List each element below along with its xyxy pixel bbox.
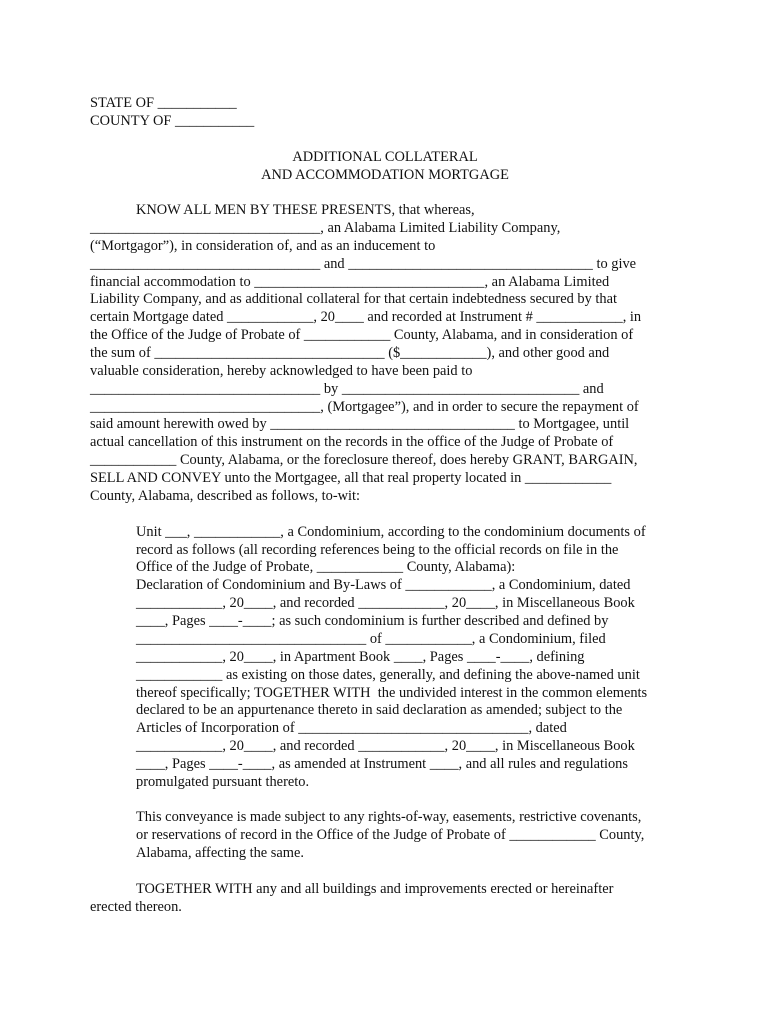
paragraph-line: ________________________________ of ____________, a Condominium, filed bbox=[136, 631, 606, 647]
document-title-line-1: ADDITIONAL COLLATERAL bbox=[292, 149, 478, 165]
paragraph-line: ________________________________, (Mortgagee”), and in order to secure the repayment of bbox=[90, 399, 639, 415]
paragraph-line: actual cancellation of this instrument on the records in the office of the Judge of Probate of bbox=[90, 434, 614, 450]
paragraph-line: KNOW ALL MEN BY THESE PRESENTS, that whereas, bbox=[136, 202, 475, 218]
paragraph-line: promulgated pursuant thereto. bbox=[136, 774, 310, 790]
paragraph-line: ____________ County, Alabama, or the foreclosure thereof, does hereby GRANT, BARGAIN, bbox=[90, 452, 638, 468]
paragraph-line: ________________________________ and __________________________________ to give bbox=[90, 256, 637, 272]
paragraph-line: ____, Pages ____-____; as such condominium is further described and defined by bbox=[136, 613, 609, 629]
paragraph-line: TOGETHER WITH any and all buildings and improvements erected or hereinafter bbox=[136, 881, 614, 897]
paragraph-line: Office of the Judge of Probate, ____________ County, Alabama): bbox=[136, 559, 516, 575]
paragraph-line: Declaration of Condominium and By-Laws of ____________, a Condominium, dated bbox=[136, 577, 631, 593]
state-line: STATE OF ___________ bbox=[90, 95, 237, 111]
paragraph-line: ____________, 20____, in Apartment Book ____, Pages ____-____, defining bbox=[136, 649, 585, 665]
document-title-line-2: AND ACCOMMODATION MORTGAGE bbox=[261, 167, 509, 183]
paragraph-line: SELL AND CONVEY unto the Mortgagee, all that real property located in ____________ bbox=[90, 470, 612, 486]
paragraph-line: thereof specifically; TOGETHER WITH the undivided interest in the common elements bbox=[136, 685, 648, 701]
paragraph-line: or reservations of record in the Office of the Judge of Probate of ____________ County, bbox=[136, 827, 645, 843]
paragraph-line: ____________, 20____, and recorded ____________, 20____, in Miscellaneous Book bbox=[136, 595, 635, 611]
paragraph-line: Alabama, affecting the same. bbox=[136, 845, 304, 861]
paragraph-line: ____, Pages ____-____, as amended at Instrument ____, and all rules and regulations bbox=[136, 756, 628, 772]
paragraph-line: the sum of ________________________________ ($____________), and other good and bbox=[90, 345, 610, 361]
paragraph-line: Liability Company, and as additional collateral for that certain indebtedness secured by that bbox=[90, 291, 617, 307]
paragraph-line: said amount herewith owed by __________________________________ to Mortgagee, until bbox=[90, 416, 630, 432]
paragraph-line: ____________ as existing on those dates, generally, and defining the above-named unit bbox=[136, 667, 640, 683]
paragraph-line: declared to be an appurtenance thereto in said declaration as amended; subject to the bbox=[136, 702, 623, 718]
paragraph-line: record as follows (all recording references being to the official records on file in the bbox=[136, 542, 619, 558]
paragraph-line: financial accommodation to ________________________________, an Alabama Limited bbox=[90, 274, 610, 290]
paragraph-line: ____________, 20____, and recorded ____________, 20____, in Miscellaneous Book bbox=[136, 738, 635, 754]
paragraph-line: ________________________________, an Alabama Limited Liability Company, bbox=[90, 220, 561, 236]
paragraph-line: certain Mortgage dated ____________, 20____ and recorded at Instrument # ____________, in bbox=[90, 309, 642, 325]
paragraph-line: County, Alabama, described as follows, to-wit: bbox=[90, 488, 361, 504]
paragraph-line: valuable consideration, hereby acknowledged to have been paid to bbox=[90, 363, 473, 379]
paragraph-line: Unit ___, ____________, a Condominium, according to the condominium documents of bbox=[136, 524, 646, 540]
paragraph-line: ________________________________ by _________________________________ and bbox=[90, 381, 604, 397]
paragraph-line: (“Mortgagor”), in consideration of, and as an inducement to bbox=[90, 238, 436, 254]
county-line: COUNTY OF ___________ bbox=[90, 113, 255, 129]
paragraph-line: the Office of the Judge of Probate of ____________ County, Alabama, and in consideration of bbox=[90, 327, 634, 343]
paragraph-line: Articles of Incorporation of ________________________________, dated bbox=[136, 720, 567, 736]
paragraph-line: erected thereon. bbox=[90, 899, 182, 915]
paragraph-line: This conveyance is made subject to any rights-of-way, easements, restrictive covenants, bbox=[136, 809, 642, 825]
